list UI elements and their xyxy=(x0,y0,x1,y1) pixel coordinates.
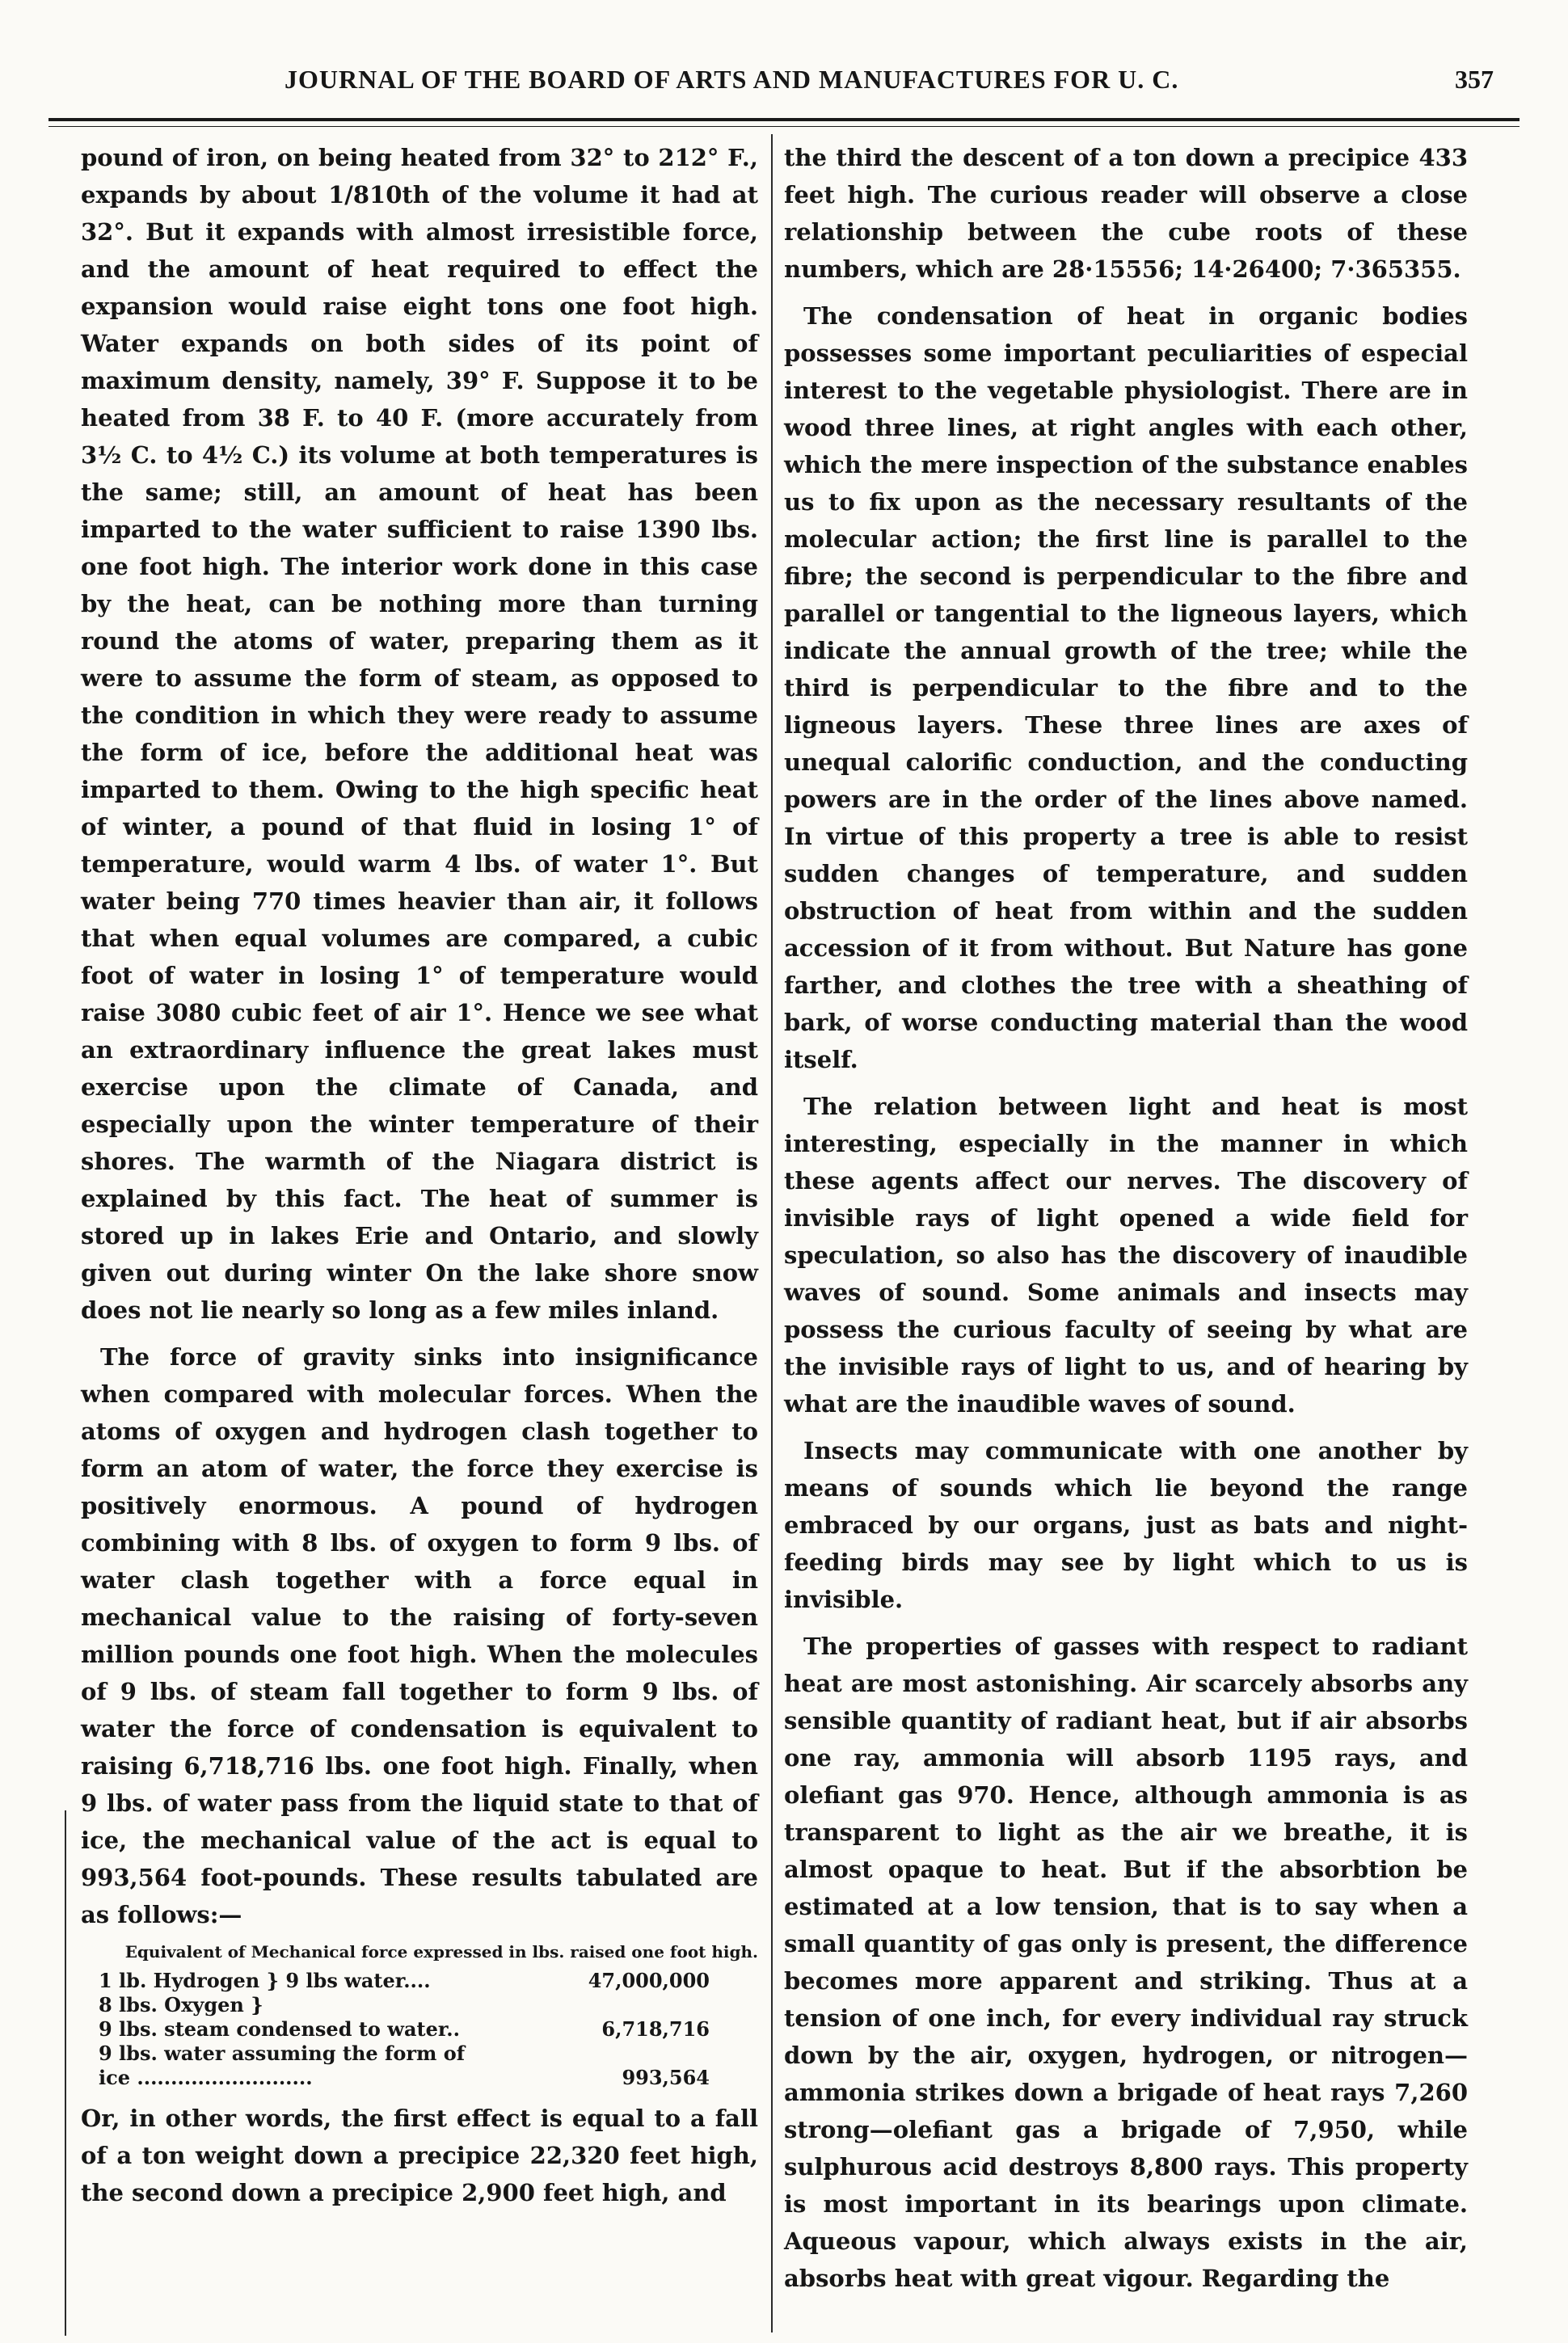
force-table xyxy=(81,1943,758,2090)
table-row-label: 9 lbs. steam condensed to water.. xyxy=(99,2017,460,2041)
table-row-label: 9 lbs. water assuming the form of xyxy=(99,2042,466,2065)
table-row-label: ice .......................... xyxy=(99,2066,313,2089)
table-row-value xyxy=(710,1993,758,2017)
paragraph: The properties of gasses with respect to radiant heat are most astonishing. Air scarcely absorbs any sensible quantity of radiant heat, but if air absorbs one ray, ammonia will absorb 1195 rays, and olefiant gas 970. Hence, although ammonia is as transparent to light as the air we breathe, it is almost opaque to heat. But if the absorbtion be estimated at a low tension, that is to say when a small quantity of gas only is present, the difference becomes more apparent and striking. Thus at a tension of one inch, for every individual ray struck down by the air, oxygen, hydrogen, or nitrogen—ammonia strikes down a brigade of heat rays 7,260 strong—olefiant gas a brigade of 7,950, while sulphurous acid destroys 8,800 rays. This property is most important in its bearings upon climate. Aqueous vapour, which always exists in the air, absorbs heat with great vigour. Regarding the xyxy=(784,1633,1468,2292)
table-row xyxy=(81,1993,758,2017)
table-row-value xyxy=(710,2042,758,2066)
table-row xyxy=(81,2042,758,2066)
table-row xyxy=(81,2066,758,2090)
column-divider xyxy=(771,134,773,2332)
paragraph: Or, in other words, the first effect is equal to a fall of a ton weight down a precipice 22,320 feet high, the second down a precipice 2,900 feet high, and xyxy=(81,2105,758,2206)
header-rule-thick xyxy=(48,118,1520,121)
margin-line xyxy=(65,1810,66,2336)
table-row-value: 47,000,000 xyxy=(588,1969,710,1992)
header-rule-thin xyxy=(48,126,1520,127)
paragraph: the third the descent of a ton down a precipice 433 feet high. The curious reader will observe a close relationship between the cube roots of these numbers, which are 28·15556; 14·26400; 7·365355. xyxy=(784,144,1468,283)
table-row-value: 6,718,716 xyxy=(601,2017,710,2041)
table-row-value: 993,564 xyxy=(622,2066,710,2089)
journal-title: JOURNAL OF THE BOARD OF ARTS AND MANUFACTURES FOR U. C. xyxy=(285,65,1179,94)
table-header: Equivalent of Mechanical force expressed in lbs. raised one foot high. xyxy=(124,1942,758,1962)
table-row-label: 1 lb. Hydrogen } 9 lbs water.... xyxy=(99,1969,431,1992)
paragraph: The relation between light and heat is most interesting, especially in the manner in which these agents affect our nerves. The discovery of invisible rays of light opened a wide field for speculation, so also has the discovery of inaudible waves of sound. Some animals and insects may possess the curious faculty of seeing by what are the invisible rays of light to us, and of hearing by what are the inaudible waves of sound. xyxy=(784,1093,1468,1418)
table-row xyxy=(81,2017,758,2042)
page-number: 357 xyxy=(1455,65,1494,94)
paragraph: Insects may communicate with one another by means of sounds which lie beyond the range embraced by our organs, just as bats and night-feeding birds may see by light which to us is invisible. xyxy=(784,1437,1468,1613)
running-head xyxy=(48,61,1520,110)
left-column xyxy=(81,139,758,2221)
table-row-label: 8 lbs. Oxygen } xyxy=(99,1993,263,2016)
table-row xyxy=(81,1969,758,1993)
paragraph: The force of gravity sinks into insignificance when compared with molecular forces. When the atoms of oxygen and hydrogen clash together to form an atom of water, the force they exercise is positively enormous. A pound of hydrogen combining with 8 lbs. of oxygen to form 9 lbs. of water clash together with a force equal in mechanical value to the raising of forty-seven million pounds one foot high. When the molecules of 9 lbs. of steam fall together to form 9 lbs. of water the force of condensation is equivalent to raising 6,718,716 lbs. one foot high. Finally, when 9 lbs. of water pass from the liquid state to that of ice, the mechanical value of the act is equal to 993,564 foot-pounds. These results tabulated are as follows:— xyxy=(81,1343,758,1928)
right-column xyxy=(784,139,1468,2307)
paragraph: pound of iron, on being heated from 32° to 212° F., expands by about 1/810th of the volume it had at 32°. But it expands with almost irresistible force, and the amount of heat required to effect the expansion would raise eight tons one foot high. Water expands on both sides of its point of maximum density, namely, 39° F. Suppose it to be heated from 38 F. to 40 F. (more accurately from 3½ C. to 4½ C.) its volume at both temperatures is the same; still, an amount of heat has been imparted to the water sufficient to raise 1390 lbs. one foot high. The interior work done in this case by the heat, can be nothing more than turning round the atoms of water, preparing them as it were to assume the form of steam, as opposed to the condition in which they were ready to assume the form of ice, before the additional heat was imparted to them. Owing to the high specific heat of winter, a pound of that fluid in losing 1° of temperature, would warm 4 lbs. of water 1°. But water being 770 times heavier than air, it follows that when equal volumes are compared, a cubic foot of water in losing 1° of temperature would raise 3080 cubic feet of air 1°. Hence we see what an extraordinary influence the great lakes must exercise upon the climate of Canada, and especially upon the winter temperature of their shores. The warmth of the Niagara district is explained by this fact. The heat of summer is stored up in lakes Erie and Ontario, and slowly given out during winter On the lake shore snow does not lie nearly so long as a few miles inland. xyxy=(81,144,758,1324)
paragraph: The condensation of heat in organic bodies possesses some important peculiarities of especial interest to the vegetable physiologist. There are in wood three lines, at right angles with each other, which the mere inspection of the substance enables us to fix upon as the necessary resultants of the molecular action; the first line is parallel to the fibre; the second is perpendicular to the fibre and parallel or tangential to the ligneous layers, which indicate the annual growth of the tree; while the third is perpendicular to the fibre and to the ligneous layers. These three lines are axes of unequal calorific conduction, and the conducting powers are in the order of the lines above named. In virtue of this property a tree is able to resist sudden changes of temperature, and sudden obstruction of heat from within and the sudden accession of it from without. But Nature has gone farther, and clothes the tree with a sheathing of bark, of worse conducting material than the wood itself. xyxy=(784,302,1468,1073)
